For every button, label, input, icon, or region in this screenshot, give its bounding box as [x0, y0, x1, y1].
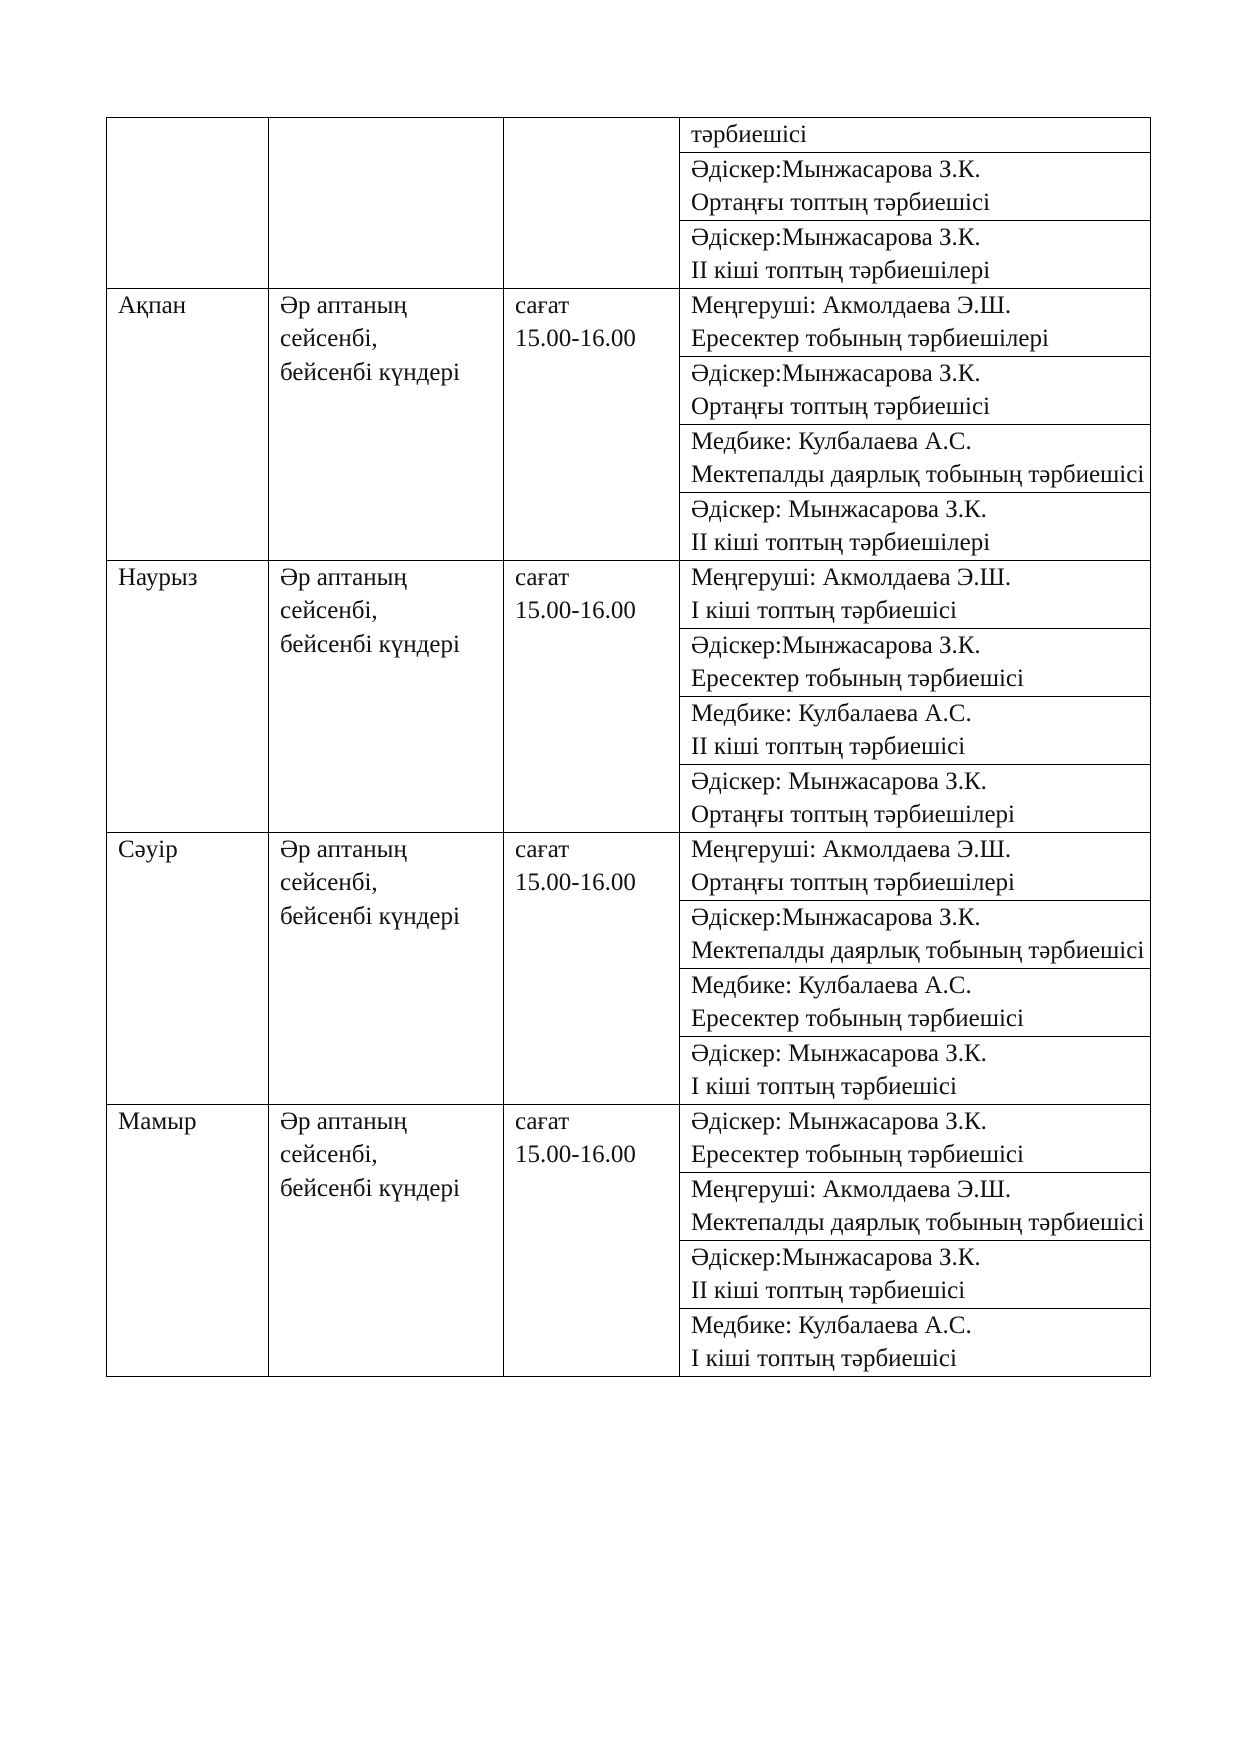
days-cell	[269, 560, 504, 832]
days-label: Әр аптаның сейсенбі, бейсенбі күндері	[280, 291, 460, 386]
responsible-entry	[680, 833, 1150, 900]
time-label: сағат	[515, 1107, 570, 1135]
days-label: Әр аптаның сейсенбі, бейсенбі күндері	[280, 1107, 460, 1202]
responsible-person: Медбике: Кулбалаева А.С.	[691, 427, 972, 455]
responsible-person: Әдіскер: Мынжасарова З.К.	[691, 1039, 987, 1067]
table-row	[107, 832, 1151, 1104]
days-label: Әр аптаның сейсенбі, бейсенбі күндері	[280, 835, 460, 930]
month-cell	[107, 832, 269, 1104]
target-group: ІІ кіші топтың тәрбиешілері	[691, 257, 991, 284]
responsible-person: Медбике: Кулбалаева А.С.	[691, 1311, 972, 1339]
target-group: Ересектер тобының тәрбиешісі	[691, 1141, 1024, 1168]
responsible-person: Әдіскер:Мынжасарова З.К.	[691, 223, 981, 251]
responsible-person: Әдіскер:Мынжасарова З.К.	[691, 155, 981, 183]
responsible-person: Меңгеруші: Акмолдаева Э.Ш.	[691, 291, 1012, 319]
responsible-person: Әдіскер:Мынжасарова З.К.	[691, 903, 981, 931]
responsible-entry	[680, 764, 1150, 832]
target-group: Мектепалды даярлық тобының тәрбиешісі	[691, 461, 1145, 488]
time-range: 15.00-16.00	[515, 869, 636, 896]
responsible-entry	[680, 1172, 1150, 1240]
responsible-cell	[680, 118, 1151, 289]
target-group: Мектепалды даярлық тобының тәрбиешісі	[691, 937, 1145, 964]
days-cell	[269, 118, 504, 289]
target-group: Ересектер тобының тәрбиешісі	[691, 1005, 1024, 1032]
time-cell	[504, 118, 680, 289]
responsible-person: Меңгеруші: Акмолдаева Э.Ш.	[691, 1175, 1012, 1203]
responsible-cell	[680, 288, 1151, 560]
days-cell	[269, 1104, 504, 1376]
schedule-table	[106, 117, 1151, 1377]
responsible-entry	[680, 900, 1150, 968]
responsible-entry	[680, 628, 1150, 696]
time-cell	[504, 832, 680, 1104]
target-group: Ортаңғы топтың тәрбиешісі	[691, 393, 991, 420]
responsible-cell	[680, 832, 1151, 1104]
responsible-entry	[680, 356, 1150, 424]
month-cell	[107, 288, 269, 560]
responsible-entry	[680, 1036, 1150, 1104]
responsible-cell	[680, 560, 1151, 832]
responsible-cell	[680, 1104, 1151, 1376]
target-group: І кіші топтың тәрбиешісі	[691, 1073, 957, 1100]
month-cell	[107, 118, 269, 289]
target-group: Ортаңғы топтың тәрбиешілері	[691, 869, 1015, 896]
target-group: ІІ кіші топтың тәрбиешісі	[691, 1277, 966, 1304]
time-label: сағат	[515, 835, 570, 863]
time-cell	[504, 560, 680, 832]
time-cell	[504, 288, 680, 560]
days-label: Әр аптаның сейсенбі, бейсенбі күндері	[280, 563, 460, 658]
responsible-entry	[680, 968, 1150, 1036]
responsible-entry	[680, 561, 1150, 628]
month-cell	[107, 560, 269, 832]
month-label: Сәуір	[118, 835, 178, 863]
table-row	[107, 1104, 1151, 1376]
time-cell	[504, 1104, 680, 1376]
responsible-entry	[680, 1105, 1150, 1172]
target-group: ІІ кіші топтың тәрбиешісі	[691, 733, 966, 760]
target-group: Мектепалды даярлық тобының тәрбиешісі	[691, 1209, 1145, 1236]
responsible-person: Әдіскер:Мынжасарова З.К.	[691, 1243, 981, 1271]
target-group: І кіші топтың тәрбиешісі	[691, 1345, 957, 1372]
time-range: 15.00-16.00	[515, 325, 636, 352]
target-group: Ортаңғы топтың тәрбиешісі	[691, 189, 991, 216]
target-group: І кіші топтың тәрбиешісі	[691, 597, 957, 624]
responsible-entry	[680, 289, 1150, 356]
responsible-entry	[680, 152, 1150, 220]
responsible-person: Меңгеруші: Акмолдаева Э.Ш.	[691, 563, 1012, 591]
responsible-entry	[680, 118, 1150, 152]
responsible-person: Медбике: Кулбалаева А.С.	[691, 971, 972, 999]
responsible-entry	[680, 1240, 1150, 1308]
month-label: Ақпан	[118, 291, 187, 319]
responsible-entry	[680, 1308, 1150, 1376]
table-row	[107, 118, 1151, 289]
responsible-person: Әдіскер: Мынжасарова З.К.	[691, 1107, 987, 1135]
schedule-body	[107, 118, 1151, 1377]
responsible-person: Әдіскер:Мынжасарова З.К.	[691, 631, 981, 659]
target-group: тәрбиешісі	[691, 121, 807, 148]
month-label: Наурыз	[118, 563, 198, 591]
table-row	[107, 288, 1151, 560]
days-cell	[269, 288, 504, 560]
responsible-person: Әдіскер:Мынжасарова З.К.	[691, 359, 981, 387]
time-range: 15.00-16.00	[515, 597, 636, 624]
responsible-entry	[680, 492, 1150, 560]
month-cell	[107, 1104, 269, 1376]
responsible-entry	[680, 696, 1150, 764]
time-range: 15.00-16.00	[515, 1141, 636, 1168]
responsible-person: Меңгеруші: Акмолдаева Э.Ш.	[691, 835, 1012, 863]
time-label: сағат	[515, 291, 570, 319]
responsible-person: Медбике: Кулбалаева А.С.	[691, 699, 972, 727]
responsible-entry	[680, 424, 1150, 492]
days-cell	[269, 832, 504, 1104]
responsible-person: Әдіскер: Мынжасарова З.К.	[691, 767, 987, 795]
target-group: Ересектер тобының тәрбиешісі	[691, 665, 1024, 692]
month-label: Мамыр	[118, 1107, 197, 1135]
responsible-entry	[680, 220, 1150, 288]
responsible-person: Әдіскер: Мынжасарова З.К.	[691, 495, 987, 523]
target-group: Ересектер тобының тәрбиешілері	[691, 325, 1049, 352]
time-label: сағат	[515, 563, 570, 591]
target-group: ІІ кіші топтың тәрбиешілері	[691, 529, 991, 556]
target-group: Ортаңғы топтың тәрбиешілері	[691, 801, 1015, 828]
table-row	[107, 560, 1151, 832]
